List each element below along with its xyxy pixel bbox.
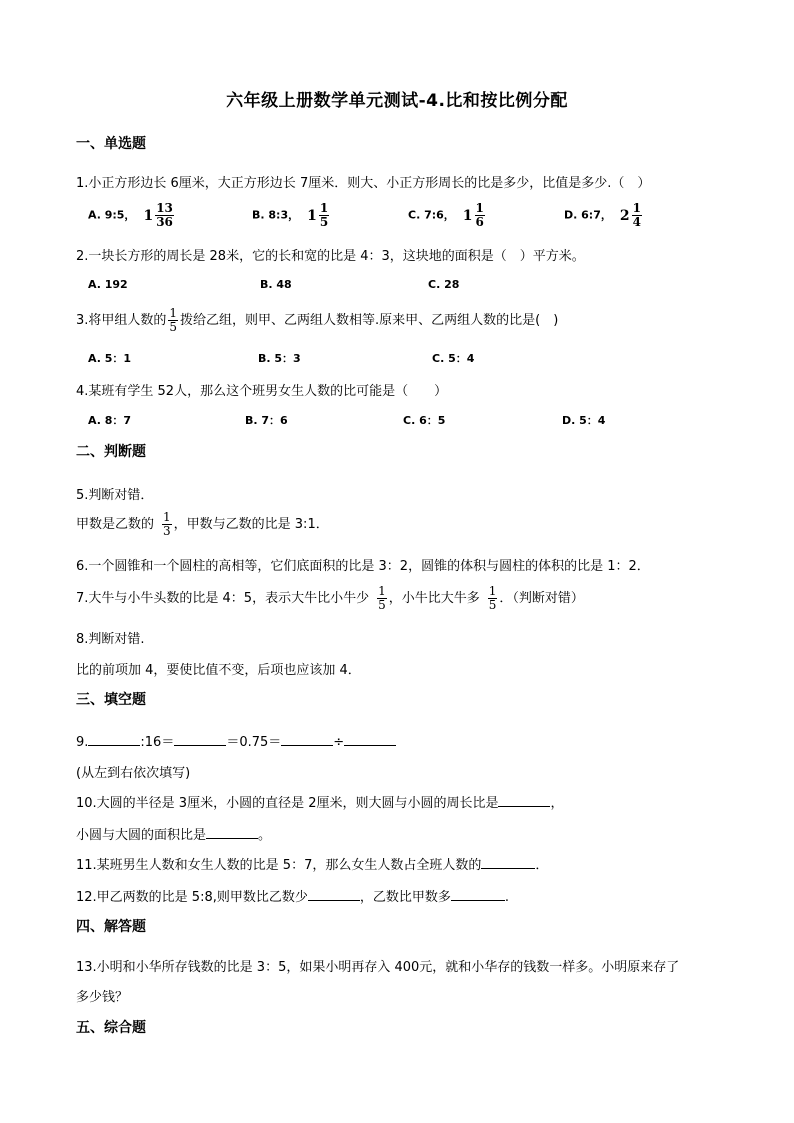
q3-option-a[interactable]: A. 5：1 [88,352,132,365]
q9-blank-4[interactable] [344,733,396,746]
question-10-line-1: 10.大圆的半径是 3厘米，小圆的直径是 2厘米，则大圆与小圆的周长比是 ， [76,796,564,811]
q1-option-d-label: D. 6:7， [564,208,612,222]
q12-blank-1[interactable] [308,888,360,901]
page-title: 六年级上册数学单元测试-4.比和按比例分配 [226,91,568,111]
q1-option-c-label: C. 7:6， [408,208,455,222]
section-heading-solve: 四、解答题 [76,919,146,935]
q2-option-a[interactable]: A. 192 [88,278,128,291]
q1-option-b-label: B. 8:3， [252,208,300,222]
q1-option-a-whole: 1 [143,207,154,224]
q4-option-a[interactable]: A. 8：7 [88,414,132,427]
question-7-text: 7.大牛与小牛头数的比是 4：5，表示大牛比小牛少 $\frac{1}{5}$ ，小牛比大牛多 $\frac{1}{5}$ ．（判断对错） [76,584,584,612]
q7-fraction-2: $\frac{1}{5}$ [488,584,497,612]
question-5-text: 甲数是乙数的 $\frac{1}{3}$ ，甲数与乙数的比是 3:1． [76,510,329,538]
q3-option-b[interactable]: B. 5：3 [258,352,301,365]
q1-option-d-whole: 2 [619,207,630,224]
q1-option-c-fraction: $\frac{1}{6}$ [475,201,484,229]
q9-blank-3[interactable] [281,733,333,746]
q5-fraction: $\frac{1}{3}$ [163,510,171,538]
q1-option-b[interactable] [252,202,331,229]
q10-blank-2[interactable] [206,826,258,839]
question-5-prompt: 5.判断对错． [76,488,154,503]
q3-option-c[interactable]: C. 5：4 [432,352,475,365]
section-heading-fill-in: 三、填空题 [76,692,146,708]
q7-fraction-1: $\frac{1}{5}$ [378,584,386,612]
question-9-text: 9. :16＝ ＝0.75＝ ÷ [76,731,396,750]
question-9-note: (从左到右依次填写) [76,766,191,781]
q1-option-c-whole: 1 [462,207,473,224]
section-heading-true-false: 二、判断题 [76,444,146,460]
question-10-line-2: 小圆与大圆的面积比是 。 [76,828,272,843]
q1-option-b-fraction: $\frac{1}{5}$ [319,201,329,229]
question-3-text: 3.将甲组人数的 $\frac{1}{5}$ 拨给乙组，则甲、乙两组人数相等.原来甲、乙两组人数的比是( ) [76,306,559,334]
q1-option-d-fraction: $\frac{1}{4}$ [632,201,641,229]
question-12-text: 12.甲乙两数的比是 5:8,则甲数比乙数少 ，乙数比甲数多 . [76,890,510,905]
q1-option-d[interactable] [564,202,644,229]
q9-blank-1[interactable] [88,733,140,746]
q9-blank-2[interactable] [174,733,226,746]
question-4-text: 4.某班有学生 52人，那么这个班男女生人数的比可能是（ ） [76,384,448,399]
q1-option-a[interactable] [88,202,176,229]
q4-option-d[interactable]: D. 5：4 [562,414,606,427]
q10-blank-1[interactable] [498,794,550,807]
section-heading-single-choice: 一、单选题 [76,136,146,152]
question-2-text: 2.一块长方形的周长是 28米，它的长和宽的比是 4：3，这块地的面积是（ ）平方米。 [76,249,585,264]
q1-option-c[interactable] [408,202,487,229]
section-heading-comprehensive: 五、综合题 [76,1020,146,1036]
q12-blank-2[interactable] [451,888,505,901]
q4-option-c[interactable]: C. 6：5 [403,414,446,427]
q4-option-b[interactable]: B. 7：6 [245,414,288,427]
q1-option-a-fraction: $\frac{13}{36}$ [156,201,173,229]
question-6-text: 6.一个圆锥和一个圆柱的高相等，它们底面积的比是 3：2，圆锥的体积与圆柱的体积的比是 1：2． [76,559,650,574]
question-8-prompt: 8.判断对错. [76,632,145,647]
question-13-line-2: 多少钱？ [76,990,129,1005]
question-8-text: 比的前项加 4，要使比值不变，后项也应该加 4． [76,663,361,678]
q1-option-a-label: A. 9:5， [88,208,136,222]
question-11-text: 11.某班男生人数和女生人数的比是 5：7，那么女生人数占全班人数的 ． [76,858,549,873]
q3-fraction: $\frac{1}{5}$ [169,306,178,334]
question-13-line-1: 13.小明和小华所存钱数的比是 3：5，如果小明再存入 400元，就和小华存的钱数一样多。小明原来存了 [76,960,680,975]
question-1-text: 1.小正方形边长 6厘米，大正方形边长 7厘米．则大、小正方形周长的比是多少，比值是多少.（ ） [76,176,651,191]
q2-option-c[interactable]: C. 28 [428,278,460,291]
q2-option-b[interactable]: B. 48 [260,278,292,291]
q11-blank[interactable] [481,856,535,869]
q1-option-b-whole: 1 [307,207,317,224]
